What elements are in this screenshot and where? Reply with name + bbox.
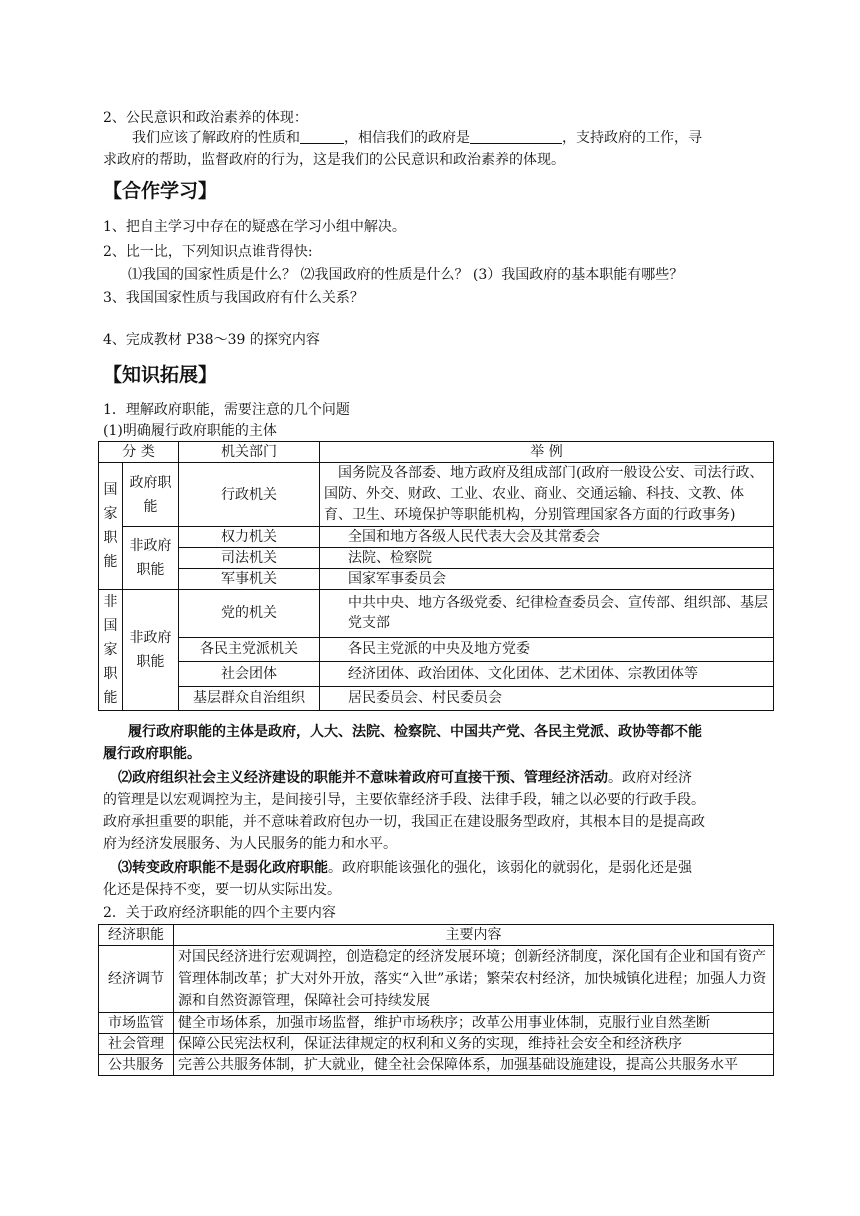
content-cell: 对国民经济进行宏观调控，创造稳定的经济发展环境；创新经济制度，深化国有企业和国有资产管理体制改革；扩大对外开放，落实“入世”承诺；繁荣农村经济，加快城镇化进程；加强人力资源和自然资源管理，保障社会可持续发展 [174, 946, 774, 1013]
point-2-line-1 [118, 768, 692, 788]
function-cell: 公共服务 [99, 1055, 174, 1076]
header-main-content: 主要内容 [174, 925, 774, 946]
header-department: 机关部门 [179, 442, 320, 463]
table-header-row [99, 925, 774, 946]
text-run: 。政府职能该强化的强化，该弱化的就弱化，是弱化还是强 [328, 860, 692, 876]
group-non-national-functions: 非国家职能 [99, 590, 123, 711]
text-run: ，支持政府的工作，寻 [562, 130, 702, 146]
example-cell: 国务院及各部委、地方政府及组成部门(政府一般设公安、司法行政、国防、外交、财政、工业、农业、商业、交通运输、科技、文教、体育、卫生、环境保护等职能机构，分别管理国家各方面的行政事务) [320, 463, 774, 527]
subgroup-non-government-functions-2: 非政府职能 [123, 590, 179, 711]
table-row [99, 463, 774, 527]
point-2-bold: ⑵政府组织社会主义经济建设的职能并不意味着政府可直接干预、管理经济活动 [118, 770, 608, 786]
text-run: 。政府对经济 [608, 770, 692, 786]
heading-knowledge-extension: 【知识拓展】 [103, 364, 218, 386]
dept-cell: 各民主党派机关 [179, 637, 320, 661]
header-category: 分 类 [99, 442, 179, 463]
header-example: 举 例 [320, 442, 774, 463]
coop-item-2: 2、比一比，下列知识点谁背得快: [103, 244, 313, 260]
ext-topic-1: 1．理解政府职能，需要注意的几个问题 [103, 402, 350, 418]
example-cell: 中共中央、地方各级党委、纪律检查委员会、宣传部、组织部、基层党支部 [320, 590, 774, 638]
coop-item-2-sub: ⑴我国的国家性质是什么？ ⑵我国政府的性质是什么？ (3）我国政府的基本职能有哪些？ [128, 267, 684, 283]
table-header-row [99, 442, 774, 463]
content-cell: 保障公民宪法权利，保证法律规定的权利和义务的实现，维持社会安全和经济秩序 [174, 1034, 774, 1055]
group-national-functions: 国家职能 [99, 463, 123, 590]
content-cell: 健全市场体系，加强市场监督，维护市场秩序；改革公用事业体制，克服行业自然垄断 [174, 1013, 774, 1034]
dept-cell: 司法机关 [179, 548, 320, 569]
text-run: 我们应该了解政府的性质和 [132, 130, 300, 146]
table-row [99, 1013, 774, 1034]
table-row [99, 1055, 774, 1076]
text-run: ，相信我们的政府是 [344, 130, 470, 146]
point-3-bold: ⑶转变政府职能不是弱化政府职能 [118, 860, 328, 876]
table-row [99, 590, 774, 638]
subgroup-non-government-functions: 非政府职能 [123, 527, 179, 590]
table-row [99, 662, 774, 686]
table-row [99, 569, 774, 590]
dept-cell: 基层群众自治组织 [179, 686, 320, 710]
table-row [99, 946, 774, 1013]
bold-conclusion-line-1: 履行政府职能的主体是政府，人大、法院、检察院、中国共产党、各民主党派、政协等都不能 [128, 724, 702, 740]
content-cell: 完善公共服务体制，扩大就业，健全社会保障体系，加强基础设施建设，提高公共服务水平 [174, 1055, 774, 1076]
example-cell: 法院、检察院 [320, 548, 774, 569]
section-2-paragraph-cont: 求政府的帮助，监督政府的行为，这是我们的公民意识和政治素养的体现。 [103, 152, 565, 168]
function-cell: 经济调节 [99, 946, 174, 1013]
section-2-paragraph [132, 128, 702, 148]
example-cell: 各民主党派的中央及地方党委 [320, 637, 774, 661]
point-2-line-2: 的管理是以宏观调控为主，是间接引导，主要依靠经济手段、法律手段，辅之以必要的行政手段。 [103, 792, 705, 808]
table-economic-functions [98, 924, 774, 1076]
function-cell: 市场监管 [99, 1013, 174, 1034]
fill-blank-2[interactable] [470, 129, 562, 144]
coop-item-1: 1、把自主学习中存在的疑惑在学习小组中解决。 [103, 219, 406, 235]
section-2-title: 2、公民意识和政治素养的体现： [103, 110, 308, 126]
heading-cooperative-learning: 【合作学习】 [103, 180, 218, 202]
table-row [99, 637, 774, 661]
table-government-functions [98, 441, 774, 711]
ext-topic-1-sub: (1)明确履行政府职能的主体 [103, 423, 277, 439]
subgroup-government-functions: 政府职能 [123, 463, 179, 527]
table-row [99, 527, 774, 548]
dept-cell: 权力机关 [179, 527, 320, 548]
point-3-line-2: 化还是保持不变，要一切从实际出发。 [103, 882, 341, 898]
example-cell: 国家军事委员会 [320, 569, 774, 590]
table-row [99, 1034, 774, 1055]
bold-conclusion-line-2: 履行政府职能。 [103, 746, 201, 762]
coop-item-3: 3、我国国家性质与我国政府有什么关系？ [103, 290, 364, 306]
dept-cell: 社会团体 [179, 662, 320, 686]
point-3-line-1 [118, 858, 692, 878]
dept-cell: 行政机关 [179, 463, 320, 527]
table-row [99, 686, 774, 710]
example-cell: 经济团体、政治团体、文化团体、艺术团体、宗教团体等 [320, 662, 774, 686]
point-2-line-4: 府为经济发展服务、为人民服务的能力和水平。 [103, 836, 397, 852]
function-cell: 社会管理 [99, 1034, 174, 1055]
point-2-line-3: 政府承担重要的职能，并不意味着政府包办一切，我国正在建设服务型政府，其根本目的是提高政 [103, 814, 705, 830]
coop-item-4: 4、完成教材 P38～39 的探究内容 [103, 332, 320, 348]
ext-topic-2: 2．关于政府经济职能的四个主要内容 [103, 905, 336, 921]
table-row [99, 548, 774, 569]
header-economic-function: 经济职能 [99, 925, 174, 946]
example-cell: 全国和地方各级人民代表大会及其常委会 [320, 527, 774, 548]
example-cell: 居民委员会、村民委员会 [320, 686, 774, 710]
fill-blank-1[interactable] [300, 129, 344, 144]
dept-cell: 党的机关 [179, 590, 320, 638]
dept-cell: 军事机关 [179, 569, 320, 590]
